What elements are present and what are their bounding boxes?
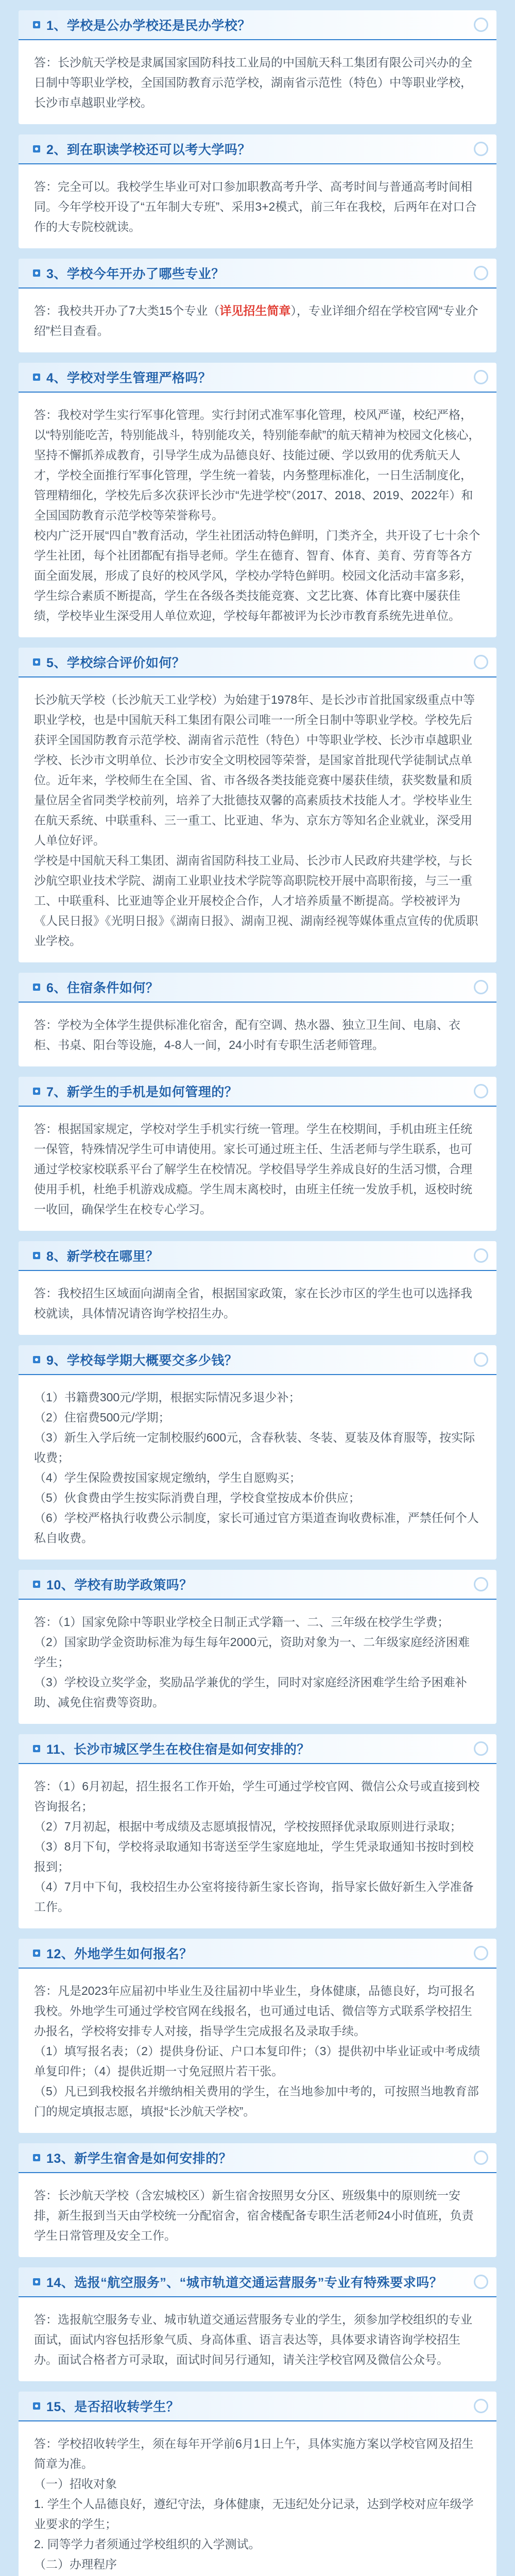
qa-body: [19, 393, 496, 637]
qa-paragraph: 答：完全可以。我校学生毕业可对口参加职教高考升学、高考时间与普通高考时间相同。今年学校开设了“五年制大专班”、采用3+2模式，前三年在我校，后两年在对口合作的大专院校就读。: [34, 180, 477, 233]
question-bullet-icon: [33, 269, 40, 277]
corner-decoration-icon: [474, 655, 488, 669]
corner-decoration-icon: [474, 266, 488, 280]
qa-body: [19, 1271, 496, 1335]
qa-card: [19, 1734, 496, 1928]
qa-header: [19, 1241, 496, 1271]
question-bullet-icon: [33, 2402, 40, 2410]
qa-paragraph: （2）7月初起，根据中考成绩及志愿填报情况，学校按照择优录取原则进行录取；: [34, 1820, 462, 1833]
qa-title: 2、到在职读学校还可以考大学吗？: [46, 143, 251, 157]
qa-paragraph: （二）办理程序: [34, 2557, 117, 2571]
qa-title: 15、是否招收转学生？: [46, 2400, 180, 2414]
qa-body: [19, 677, 496, 962]
qa-header: [19, 1345, 496, 1375]
qa-paragraph: 答：（1）国家免除中等职业学校全日制正式学籍一、二、三年级在校学生学费；: [34, 1615, 450, 1629]
question-bullet-icon: [33, 21, 40, 28]
qa-body: [19, 164, 496, 248]
qa-paragraph: （5）凡已到我校报名并缴纳相关费用的学生，在当地参加中考的，可按照当地教育部门的规定填报志愿，填报“长沙航天学校”。: [34, 2084, 479, 2118]
qa-card: [19, 1570, 496, 1724]
question-bullet-icon: [33, 1950, 40, 1957]
qa-title: 9、学校每学期大概要交多少钱？: [46, 1353, 238, 1368]
qa-body: [19, 1764, 496, 1928]
qa-paragraph: 答：根据国家规定，学校对学生手机实行统一管理。学生在校期间，手机由班主任统一保管，特殊情况学生可申请使用。家长可通过班主任、生活老师与学生联系，也可通过学校家校联系平台了解学生在校情况。学校倡导学生养成良好的生活习惯，合理使用手机，杜绝手机游戏成瘾。学生周末离校时，由班主任统一发放手机，返校时统一收回，确保学生在校专心学习。: [34, 1122, 472, 1216]
question-bullet-icon: [33, 2154, 40, 2161]
qa-header: [19, 973, 496, 1003]
corner-decoration-icon: [474, 142, 488, 156]
question-bullet-icon: [33, 1581, 40, 1588]
corner-decoration-icon: [474, 1741, 488, 1756]
qa-title: 5、学校综合评价如何？: [46, 656, 185, 670]
qa-card: [19, 2392, 496, 2576]
corner-decoration-icon: [474, 2150, 488, 2165]
corner-decoration-icon: [474, 1084, 488, 1098]
qa-paragraph: 答：长沙航天学校（含宏城校区）新生宿舍按照男女分区、班级集中的原则统一安排，新生报到当天由学校统一分配宿舍，宿舍楼配备专职生活老师24小时值班，负责学生日常管理及安全工作。: [34, 2189, 474, 2242]
qa-title: 13、新学生宿舍是如何安排的？: [46, 2151, 232, 2166]
corner-decoration-icon: [474, 370, 488, 384]
corner-decoration-icon: [474, 18, 488, 32]
qa-paragraph: 2. 同等学力者须通过学校组织的入学测试。: [34, 2537, 261, 2551]
question-bullet-icon: [33, 984, 40, 991]
qa-header: [19, 363, 496, 393]
qa-title: 6、住宿条件如何？: [46, 981, 159, 995]
qa-body: [19, 1600, 496, 1724]
corner-decoration-icon: [474, 2275, 488, 2289]
qa-paragraph: （5）伙食费由学生按实际消费自理，学校食堂按成本价供应；: [34, 1491, 360, 1504]
qa-body: [19, 1107, 496, 1231]
qa-paragraph: 答：学校为全体学生提供标准化宿舍，配有空调、热水器、独立卫生间、电扇、衣柜、书桌、阳台等设施，4-8人一间，24小时有专职生活老师管理。: [34, 1018, 460, 1052]
qa-paragraph: （1）填写报名表；（2）提供身份证、户口本复印件；（3）提供初中毕业证或中考成绩单复印件；（4）提供近期一寸免冠照片若干张。: [34, 2044, 480, 2078]
qa-paragraph: （3）新生入学后统一定制校服约600元，含春秋装、冬装、夏装及体育服等，按实际收费；: [34, 1431, 475, 1464]
qa-body: [19, 1969, 496, 2133]
qa-title: 10、学校有助学政策吗？: [46, 1578, 193, 1592]
qa-paragraph: 答：凡是2023年应届初中毕业生及往届初中毕业生，身体健康，品德良好，均可报名我校。外地学生可通过学校官网在线报名，也可通过电话、微信等方式联系学校招生办报名，学校将安排专人对接，指导学生完成报名及录取手续。: [34, 1984, 475, 2038]
qa-paragraph: （4）7月中下旬，我校招生办公室将接待新生家长咨询，指导家长做好新生入学准备工作。: [34, 1880, 474, 1913]
corner-decoration-icon: [474, 1248, 488, 1263]
corner-decoration-icon: [474, 1577, 488, 1591]
qa-paragraph: （1）书籍费300元/学期，根据实际情况多退少补；: [34, 1391, 301, 1404]
question-bullet-icon: [33, 1088, 40, 1095]
question-bullet-icon: [33, 1252, 40, 1259]
qa-header: [19, 648, 496, 677]
qa-card: [19, 973, 496, 1066]
qa-body: [19, 40, 496, 124]
qa-title: 7、新学生的手机是如何管理的？: [46, 1085, 238, 1099]
qa-card: [19, 1077, 496, 1231]
qa-header: [19, 259, 496, 289]
highlight-text: 详见招生简章: [219, 304, 291, 317]
qa-card: [19, 1345, 496, 1560]
qa-body: [19, 1375, 496, 1560]
qa-card: [19, 134, 496, 248]
qa-title: 8、新学校在哪里？: [46, 1249, 159, 1264]
qa-body: [19, 1003, 496, 1066]
qa-card: [19, 2267, 496, 2381]
qa-title: 3、学校今年开办了哪些专业？: [46, 267, 225, 281]
qa-header: [19, 2143, 496, 2173]
qa-paragraph: 答：我校招生区域面向湖南全省，根据国家政策，家在长沙市区的学生也可以选择我校就读，具体情况请咨询学校招生办。: [34, 1286, 472, 1320]
qa-body: [19, 289, 496, 352]
question-bullet-icon: [33, 374, 40, 381]
question-bullet-icon: [33, 658, 40, 666]
qa-title: 11、长沙市城区学生在校住宿是如何安排的？: [46, 1742, 310, 1757]
qa-header: [19, 1939, 496, 1969]
qa-paragraph: 答：我校对学生实行军事化管理。实行封闭式准军事化管理，校风严谨，校纪严格，以“特别能吃苦，特别能战斗，特别能攻关，特别能奉献”的航天精神为校园文化核心，坚持不懈抓养成教育，引导学生成为品德良好、技能过硬、学以致用的优秀航天人才，学校全面推行军事化管理，学生统一着装，内务整理标准化，一日生活制度化，管理精细化，学校先后多次获评长沙市“先进学校”（2017、2018、2019、2022年）和全国国防教育示范学校等荣誉称号。: [34, 408, 480, 522]
qa-body: [19, 2173, 496, 2257]
question-bullet-icon: [33, 1745, 40, 1752]
corner-decoration-icon: [474, 1352, 488, 1367]
qa-paragraph: （一）招收对象: [34, 2477, 117, 2490]
question-bullet-icon: [33, 1356, 40, 1363]
qa-header: [19, 1077, 496, 1107]
qa-paragraph: 答：（1）6月初起，招生报名工作开始，学生可通过学校官网、微信公众号或直接到校咨询报名；: [34, 1780, 480, 1813]
qa-card: [19, 1939, 496, 2133]
qa-header: [19, 1570, 496, 1600]
qa-header: [19, 2267, 496, 2297]
qa-card: [19, 1241, 496, 1335]
qa-card: [19, 2143, 496, 2257]
qa-paragraph: 长沙航天学校（长沙航天工业学校）为始建于1978年、是长沙市首批国家级重点中等职业学校，也是中国航天科工集团有限公司唯一一所全日制中等职业学校。学校先后获评全国国防教育示范学校、湖南省示范性（特色）中等职业学校、长沙市卓越职业学校、长沙市文明单位、长沙市安全文明校园等荣誉，是国家首批现代学徒制试点单位。近年来，学校师生在全国、省、市各级各类技能竞赛中屡获佳绩，获奖数量和质量位居全省同类学校前列，培养了大批德技双馨的高素质技术技能人才。学校毕业生在航天系统、中联重科、三一重工、比亚迪、华为、京东方等知名企业就业，深受用人单位好评。: [34, 693, 475, 847]
qa-title: 4、学校对学生管理严格吗？: [46, 371, 212, 385]
qa-paragraph: 学校是中国航天科工集团、湖南省国防科技工业局、长沙市人民政府共建学校，与长沙航空职业技术学院、湖南工业职业技术学院等高职院校开展中高职衔接，与三一重工、中联重科、比亚迪等企业开展校企合作，人才培养质量不断提高。学校被评为《人民日报》《光明日报》《湖南日报》、湖南卫视、湖南经视等媒体重点宣传的优质职业学校。: [34, 854, 478, 947]
qa-header: [19, 10, 496, 40]
corner-decoration-icon: [474, 980, 488, 994]
qa-paragraph: （3）8月下旬，学校将录取通知书寄送至学生家庭地址，学生凭录取通知书按时到校报到；: [34, 1840, 474, 1873]
corner-decoration-icon: [474, 1946, 488, 1960]
qa-header: [19, 2392, 496, 2421]
qa-body: [19, 2421, 496, 2576]
qa-card: [19, 648, 496, 962]
qa-paragraph: 答：选报航空服务专业、城市轨道交通运营服务专业的学生，须参加学校组织的专业面试，面试内容包括形象气质、身高体重、语言表达等，具体要求请咨询学校招生办。面试合格者方可录取，面试时间另行通知，请关注学校官网及微信公众号。: [34, 2313, 472, 2366]
qa-paragraph: 答：学校招收转学生，须在每年开学前6月1日上午，具体实施方案以学校官网及招生简章为准。: [34, 2437, 474, 2470]
question-bullet-icon: [33, 145, 40, 152]
qa-paragraph: （3）学校设立奖学金，奖励品学兼优的学生，同时对家庭经济困难学生给予困难补助、减免住宿费等资助。: [34, 1675, 467, 1709]
qa-card: [19, 259, 496, 352]
qa-header: [19, 1734, 496, 1764]
qa-paragraph: 答：我校共开办了7大类15个专业（详见招生简章），专业详细介绍在学校官网“专业介绍”栏目查看。: [34, 304, 478, 337]
qa-paragraph: 校内广泛开展“四自”教育活动，学生社团活动特色鲜明，门类齐全，共开设了七十余个学生社团，每个社团都配有指导老师。学生在德育、智育、体育、美育、劳育等各方面全面发展，形成了良好的校风学风，学校办学特色鲜明。校园文化活动丰富多彩，学生综合素质不断提高，学生在各级各类技能竞赛、文艺比赛、体育比赛中屡获佳绩，学校毕业生深受用人单位欢迎，学校每年都被评为长沙市教育系统先进单位。: [34, 529, 480, 622]
qa-title: 1、学校是公办学校还是民办学校？: [46, 19, 251, 33]
qa-card: [19, 10, 496, 124]
qa-header: [19, 134, 496, 164]
qa-title: 14、选报“航空服务”、“城市轨道交通运营服务”专业有特殊要求吗？: [46, 2276, 443, 2290]
question-bullet-icon: [33, 2278, 40, 2285]
corner-decoration-icon: [474, 2399, 488, 2413]
qa-paragraph: （2）国家助学金资助标准为每生每年2000元，资助对象为一、二年级家庭经济困难学生；: [34, 1635, 470, 1669]
qa-paragraph: （6）学校严格执行收费公示制度，家长可通过官方渠道查询收费标准，严禁任何个人私自收费。: [34, 1511, 479, 1545]
qa-paragraph: 1. 学生个人品德良好，遵纪守法，身体健康，无违纪处分记录，达到学校对应年级学业要求的学生；: [34, 2497, 474, 2531]
qa-body: [19, 2297, 496, 2381]
qa-paragraph: 答：长沙航天学校是隶属国家国防科技工业局的中国航天科工集团有限公司兴办的全日制中等职业学校，全国国防教育示范学校，湖南省示范性（特色）中等职业学校，长沙市卓越职业学校。: [34, 56, 472, 109]
qa-title: 12、外地学生如何报名？: [46, 1947, 193, 1961]
qa-paragraph: （2）住宿费500元/学期；: [34, 1411, 170, 1424]
qa-paragraph: （4）学生保险费按国家规定缴纳，学生自愿购买；: [34, 1471, 301, 1484]
qa-card: [19, 363, 496, 637]
